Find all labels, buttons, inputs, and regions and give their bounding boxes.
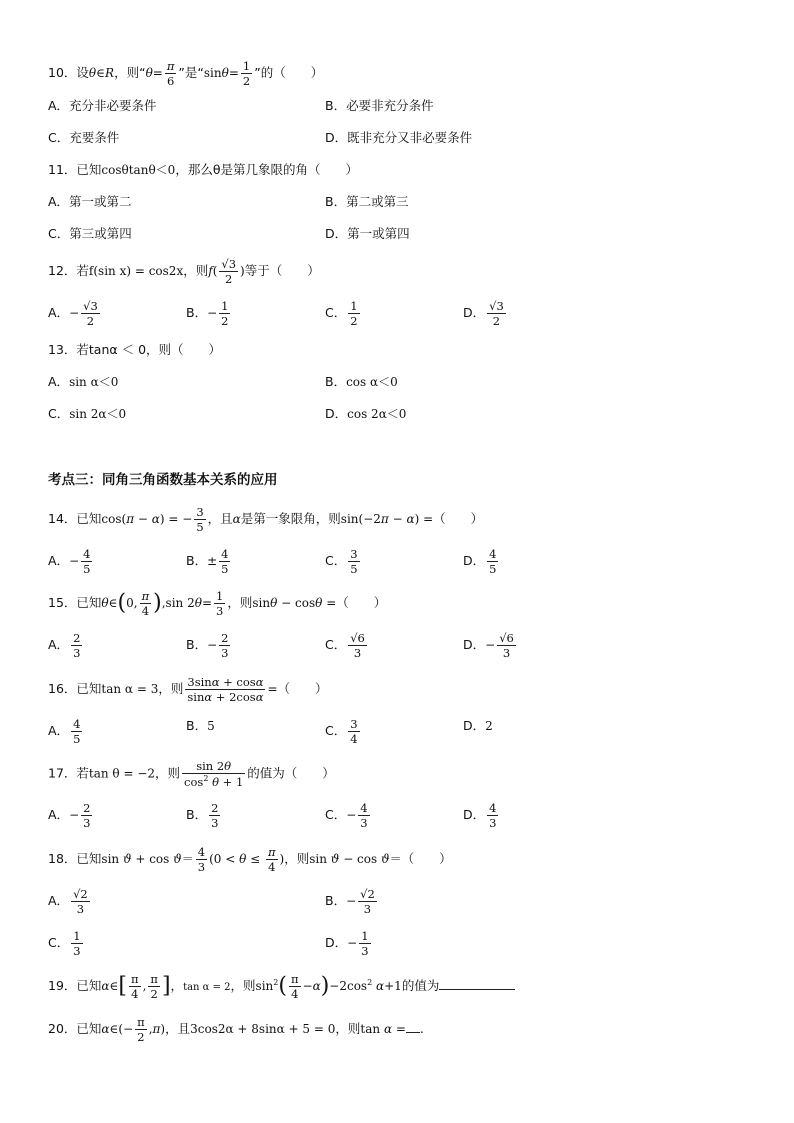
question-14-stem: 14．已知cos(π − α) = − $\frac{3}{5}$ ，且α是第一象限角，则sin(−2π − α) =（ ） (48, 505, 484, 535)
question-20-stem: 20．已知α∈(− $\frac{\pi}{2}$ ,π)，且3cos2α + 8sinα + 5 = 0，则tan α = . (48, 1015, 424, 1045)
question-12-option-b[interactable]: B．− $\frac{1}{2}$ (186, 299, 229, 329)
question-11-option-d[interactable]: D．第一或第四 (325, 226, 410, 241)
question-17-option-d[interactable]: D． $\frac{4}{3}$ (463, 801, 497, 831)
question-16-option-c[interactable]: C． $\frac{3}{4}$ (325, 717, 358, 747)
question-17-stem: 17．若tan θ = −2，则 $\frac{\sin 2\theta}{\cos^2 \theta + 1}$ 的值为（ ） (48, 759, 335, 789)
question-13-option-d[interactable]: D．cos 2α＜0 (325, 406, 407, 421)
question-12-option-d[interactable]: D． $\frac{√3}{2}$ (463, 299, 504, 329)
question-11-option-c[interactable]: C．第三或第四 (48, 226, 132, 241)
question-12-option-c[interactable]: C． $\frac{1}{2}$ (325, 299, 358, 329)
question-16-option-a[interactable]: A． $\frac{4}{5}$ (48, 717, 81, 747)
question-11-stem: 11．已知cosθtanθ＜0，那么θ是第几象限的角（ ） (48, 162, 358, 177)
question-16-option-d[interactable]: D．2 (463, 718, 493, 733)
question-15-option-c[interactable]: C． $\frac{√6}{3}$ (325, 631, 365, 661)
question-10-stem: 10．设θ∈R，则“θ= $\frac{\pi}{6}$ ”是“sinθ= $\frac{1}{2}$ ”的（ ） (48, 59, 324, 89)
question-15-option-b[interactable]: B．− $\frac{2}{3}$ (186, 631, 229, 661)
question-14-option-d[interactable]: D． $\frac{4}{5}$ (463, 547, 497, 577)
question-13-stem: 13．若tanα ＜ 0，则（ ） (48, 342, 222, 357)
question-19-stem: 19．已知α∈[ $\frac{\pi}{4}$ , $\frac{\pi}{2}$ ]，tan α = 2，则$\sin^2$( $\frac{\pi}{4}$ $-\alpha)-2\cos^2$ α+1的值为 (48, 973, 515, 1000)
question-10-option-b[interactable]: B．必要非充分条件 (325, 98, 434, 113)
question-17-option-c[interactable]: C．− $\frac{4}{3}$ (325, 801, 368, 831)
question-17-option-b[interactable]: B． $\frac{2}{3}$ (186, 801, 219, 831)
question-18-option-c[interactable]: C． $\frac{1}{3}$ (48, 929, 81, 959)
question-18-option-d[interactable]: D．− $\frac{1}{3}$ (325, 929, 369, 959)
question-12-stem: 12．若f(sin x) = cos2x，则f( $\frac{√3}{2}$ )等于（ ） (48, 257, 320, 287)
question-13-option-c[interactable]: C．sin 2α＜0 (48, 406, 127, 421)
question-12-option-a[interactable]: A．− $\frac{√3}{2}$ (48, 299, 98, 329)
answer-blank-19[interactable] (439, 977, 515, 990)
question-14-option-c[interactable]: C． $\frac{3}{5}$ (325, 547, 358, 577)
question-15-stem: 15．已知θ∈(0, $\frac{\pi}{4}$ ),sin 2θ= $\frac{1}{3}$ ，则sinθ − cosθ =（ ） (48, 589, 387, 619)
question-14-option-a[interactable]: A．− $\frac{4}{5}$ (48, 547, 91, 577)
question-18-option-a[interactable]: A． $\frac{√2}{3}$ (48, 887, 88, 917)
question-11-option-b[interactable]: B．第二或第三 (325, 194, 409, 209)
question-16-stem: 16．已知tan α = 3，则 $\frac{3\sin\alpha + \cos\alpha}{\sin\alpha + 2\cos\alpha}$ =（ ） (48, 675, 328, 705)
answer-blank-20[interactable] (406, 1020, 420, 1033)
question-18-option-b[interactable]: B．− $\frac{√2}{3}$ (325, 887, 375, 917)
question-17-option-a[interactable]: A．− $\frac{2}{3}$ (48, 801, 91, 831)
question-14-option-b[interactable]: B．± $\frac{4}{5}$ (186, 547, 229, 577)
question-16-option-b[interactable]: B．5 (186, 718, 215, 733)
question-13-option-a[interactable]: A．sin α＜0 (48, 374, 119, 389)
question-18-stem: 18．已知sin ϑ + cos ϑ＝ $\frac{4}{3}$ (0 < θ ≤ $\frac{\pi}{4}$ )，则sin ϑ − cos ϑ＝（ ） (48, 845, 452, 875)
question-10-option-a[interactable]: A．充分非必要条件 (48, 98, 157, 113)
section-3-heading: 考点三：同角三角函数基本关系的应用 (48, 472, 278, 488)
question-11-option-a[interactable]: A．第一或第二 (48, 194, 132, 209)
question-15-option-d[interactable]: D．− $\frac{√6}{3}$ (463, 631, 514, 661)
question-10-option-c[interactable]: C．充要条件 (48, 130, 120, 145)
question-13-option-b[interactable]: B．cos α＜0 (325, 374, 398, 389)
question-10-option-d[interactable]: D．既非充分又非必要条件 (325, 130, 473, 145)
question-15-option-a[interactable]: A． $\frac{2}{3}$ (48, 631, 81, 661)
